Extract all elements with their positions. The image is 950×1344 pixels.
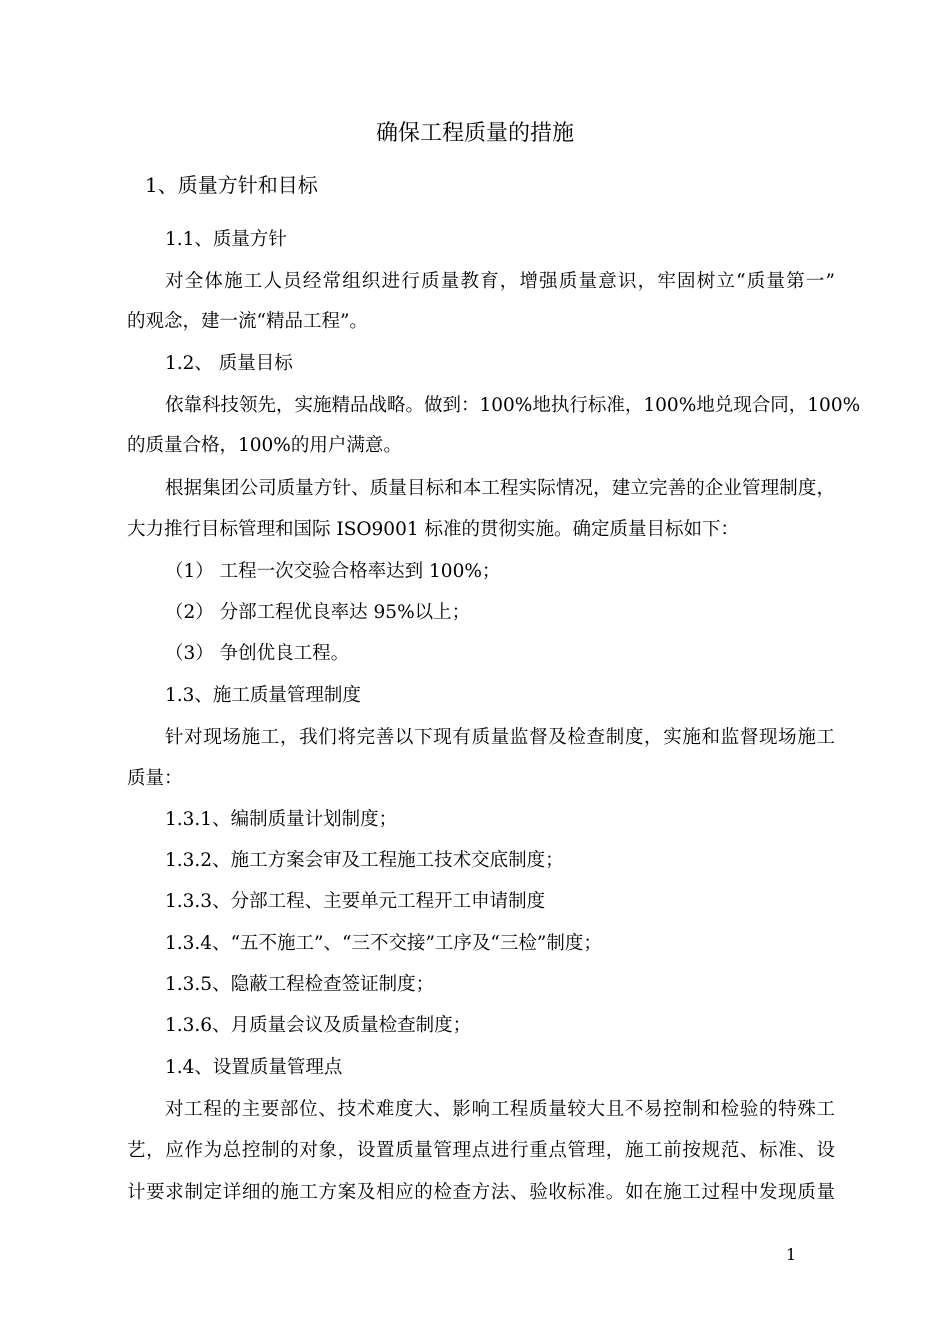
system-item: 1.3.3、分部工程、主要单元工程开工申请制度 [165, 891, 546, 912]
section-1-heading: 1、质量方针和目标 [145, 173, 318, 197]
section-1-2-paragraph-2-line-2: 大力推行目标管理和国际 ISO9001 标准的贯彻实施。确定质量目标如下： [127, 519, 739, 540]
system-item: 1.3.1、编制质量计划制度； [165, 809, 398, 830]
section-1-2-paragraph-1-line-1: 依靠科技领先，实施精品战略。做到：100%地执行标准，100%地兑现合同，100% [165, 395, 861, 416]
section-1-4-paragraph-line-2: 艺，应作为总控制的对象，设置质量管理点进行重点管理，施工前按规范、标准、设 [127, 1140, 835, 1161]
section-1-3-paragraph-line-1: 针对现场施工，我们将完善以下现有质量监督及检查制度，实施和监督现场施工 [165, 727, 835, 748]
document-title: 确保工程质量的措施 [375, 121, 574, 146]
goal-item: （2） 分部工程优良率达 95%以上； [165, 602, 471, 623]
section-1-2-paragraph-1-line-2: 的质量合格，100%的用户满意。 [127, 435, 402, 456]
goal-item: （3） 争创优良工程。 [165, 643, 350, 664]
section-1-3-paragraph-line-2: 质量： [127, 768, 183, 789]
section-1-1-heading: 1.1、质量方针 [165, 229, 287, 250]
section-1-3-heading: 1.3、施工质量管理制度 [165, 685, 361, 706]
system-item: 1.3.5、隐蔽工程检查签证制度； [165, 974, 435, 995]
section-1-1-paragraph-line-2: 的观念，建一流“精品工程”。 [127, 311, 368, 332]
section-1-4-paragraph-line-3: 计要求制定详细的施工方案及相应的检查方法、验收标准。如在施工过程中发现质量 [127, 1182, 835, 1203]
goal-item: （1） 工程一次交验合格率达到 100%； [165, 561, 501, 582]
section-1-2-paragraph-2-line-1: 根据集团公司质量方针、质量目标和本工程实际情况，建立完善的企业管理制度， [165, 478, 835, 499]
page-number: 1 [786, 1245, 797, 1264]
system-item: 1.3.2、施工方案会审及工程施工技术交底制度； [165, 850, 564, 871]
section-1-1-paragraph-line-1: 对全体施工人员经常组织进行质量教育，增强质量意识，牢固树立“质量第一” [165, 271, 835, 292]
system-item: 1.3.4、“五不施工”、“三不交接”工序及“三检”制度； [165, 933, 602, 954]
section-1-4-paragraph-line-1: 对工程的主要部位、技术难度大、影响工程质量较大且不易控制和检验的特殊工 [165, 1099, 835, 1120]
section-1-4-heading: 1.4、设置质量管理点 [165, 1057, 343, 1078]
system-item: 1.3.6、月质量会议及质量检查制度； [165, 1015, 472, 1036]
section-1-2-heading: 1.2、 质量目标 [165, 353, 293, 374]
